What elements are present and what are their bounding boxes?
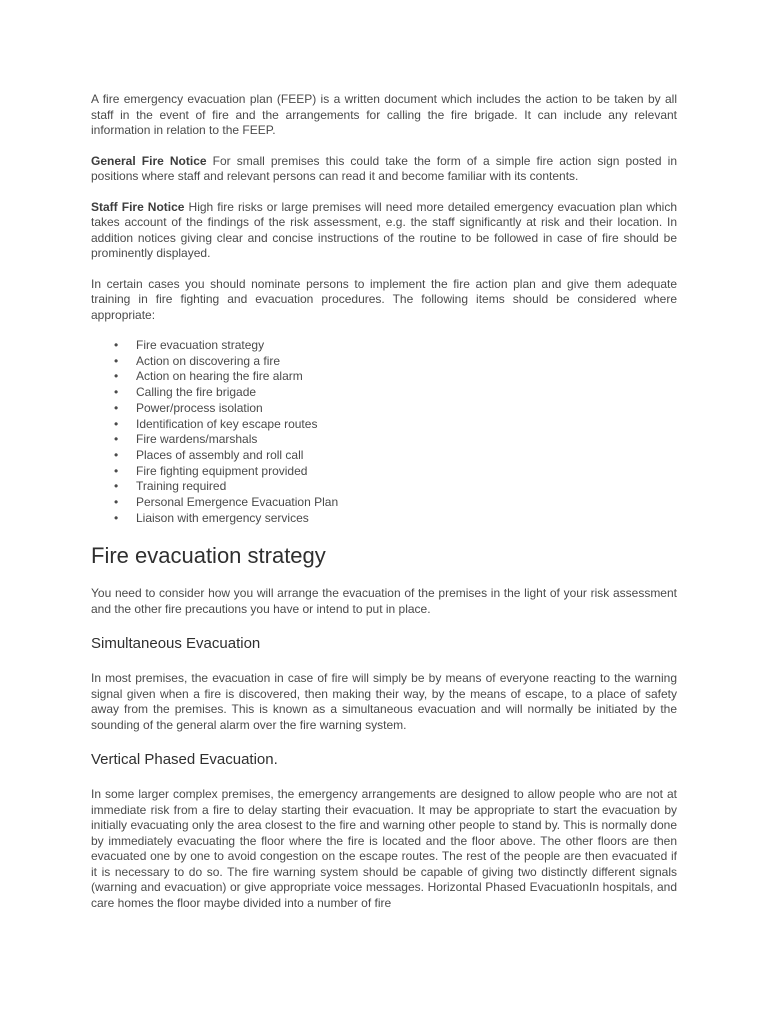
list-item-label: Fire wardens/marshals <box>136 432 258 447</box>
list-item <box>91 338 677 354</box>
list-item <box>91 464 677 480</box>
bullet-icon: • <box>114 463 119 478</box>
bullet-icon: • <box>114 338 119 352</box>
vertical-phased-evacuation-heading: Vertical Phased Evacuation. <box>91 751 278 769</box>
list-item-label: Calling the fire brigade <box>136 385 257 400</box>
list-item-label: Identification of key escape routes <box>136 416 318 431</box>
simultaneous-evacuation-paragraph: In most premises, the evacuation in case of fire will simply be by means of everyone reacting to the warning signal given when a fire is discovered, then making their way, by the means of escape, to a place of safety away from the premises. This is known as a simultaneous evacuation and will normally be initiated by the sounding of the general alarm over the fire warning system. <box>91 671 677 732</box>
staff-fire-notice-text: High fire risks or large premises will need more detailed emergency evacuation plan which takes account of the findings of the risk assessment, e.g. the staff significantly at risk and their location. In addition notices giving clear and concise instructions of the routine to be followed in case of fire should be prominently displayed. <box>91 199 677 260</box>
bullet-icon: • <box>114 416 119 431</box>
list-item-label: Training required <box>136 479 227 494</box>
list-item <box>91 417 677 433</box>
intro-paragraph: A fire emergency evacuation plan (FEEP) is a written document which includes the action to be taken by all staff in the event of fire and the arrangements for calling the fire brigade. It can include any relevant information in relation to the FEEP. <box>91 92 677 137</box>
strategy-heading: Fire evacuation strategy <box>91 543 326 569</box>
bullet-icon: • <box>114 510 119 525</box>
list-item-label: Fire fighting equipment provided <box>136 463 308 478</box>
staff-fire-notice-label: Staff Fire Notice <box>91 199 185 214</box>
strategy-paragraph: You need to consider how you will arrange the evacuation of the premises in the light of your risk assessment and the other fire precautions you have or intend to put in place. <box>91 586 677 616</box>
list-item-label: Fire evacuation strategy <box>136 338 265 352</box>
bullet-icon: • <box>114 447 119 462</box>
bullet-icon: • <box>114 479 119 494</box>
page-bottom-margin <box>0 919 768 1024</box>
list-item <box>91 385 677 401</box>
document-content <box>91 92 677 911</box>
list-item-label: Personal Emergence Evacuation Plan <box>136 495 339 510</box>
list-item <box>91 511 677 527</box>
general-fire-notice-label: General Fire Notice <box>91 153 207 168</box>
staff-fire-notice-paragraph <box>91 200 677 262</box>
vertical-phased-evacuation-paragraph: In some larger complex premises, the emergency arrangements are designed to allow people who are not at immediate risk from a fire to delay starting their evacuation. It may be appropriate to start the evacuation by initially evacuating only the area closest to the fire and warning other people to stand by. This is normally done by immediately evacuating the floor where the fire is located and the floor above. The other floors are then evacuated one by one to avoid congestion on the escape routes. The rest of the people are then evacuated if it is necessary to do so. The fire warning system should be capable of giving two distinctly different signals (warning and evacuation) or give appropriate voice messages. Horizontal Phased EvacuationIn hospitals, and care homes the floor maybe divided into a number of fire <box>91 787 677 910</box>
list-item-label: Liaison with emergency services <box>136 510 309 525</box>
list-item <box>91 448 677 464</box>
list-item-label: Power/process isolation <box>136 400 263 415</box>
list-item-label: Action on hearing the fire alarm <box>136 369 303 384</box>
bullet-icon: • <box>114 432 119 447</box>
list-item <box>91 432 677 448</box>
list-item <box>91 495 677 511</box>
bullet-icon: • <box>114 400 119 415</box>
list-item-label: Action on discovering a fire <box>136 353 281 368</box>
list-item <box>91 354 677 370</box>
list-item <box>91 369 677 385</box>
general-fire-notice-text: For small premises this could take the form of a simple fire action sign posted in positions where staff and relevant persons can read it and become familiar with its contents. <box>91 153 677 183</box>
bullet-icon: • <box>114 369 119 384</box>
bullet-icon: • <box>114 353 119 368</box>
considerations-list <box>91 338 677 526</box>
bullet-icon: • <box>114 385 119 400</box>
general-fire-notice-paragraph <box>91 154 677 185</box>
simultaneous-evacuation-heading: Simultaneous Evacuation <box>91 635 261 653</box>
bullet-icon: • <box>114 495 119 510</box>
list-item-label: Places of assembly and roll call <box>136 447 304 462</box>
list-item <box>91 401 677 417</box>
nominate-paragraph: In certain cases you should nominate persons to implement the fire action plan and give them adequate training in fire fighting and evacuation procedures. The following items should be considered where appropriate: <box>91 276 677 322</box>
list-item <box>91 479 677 495</box>
